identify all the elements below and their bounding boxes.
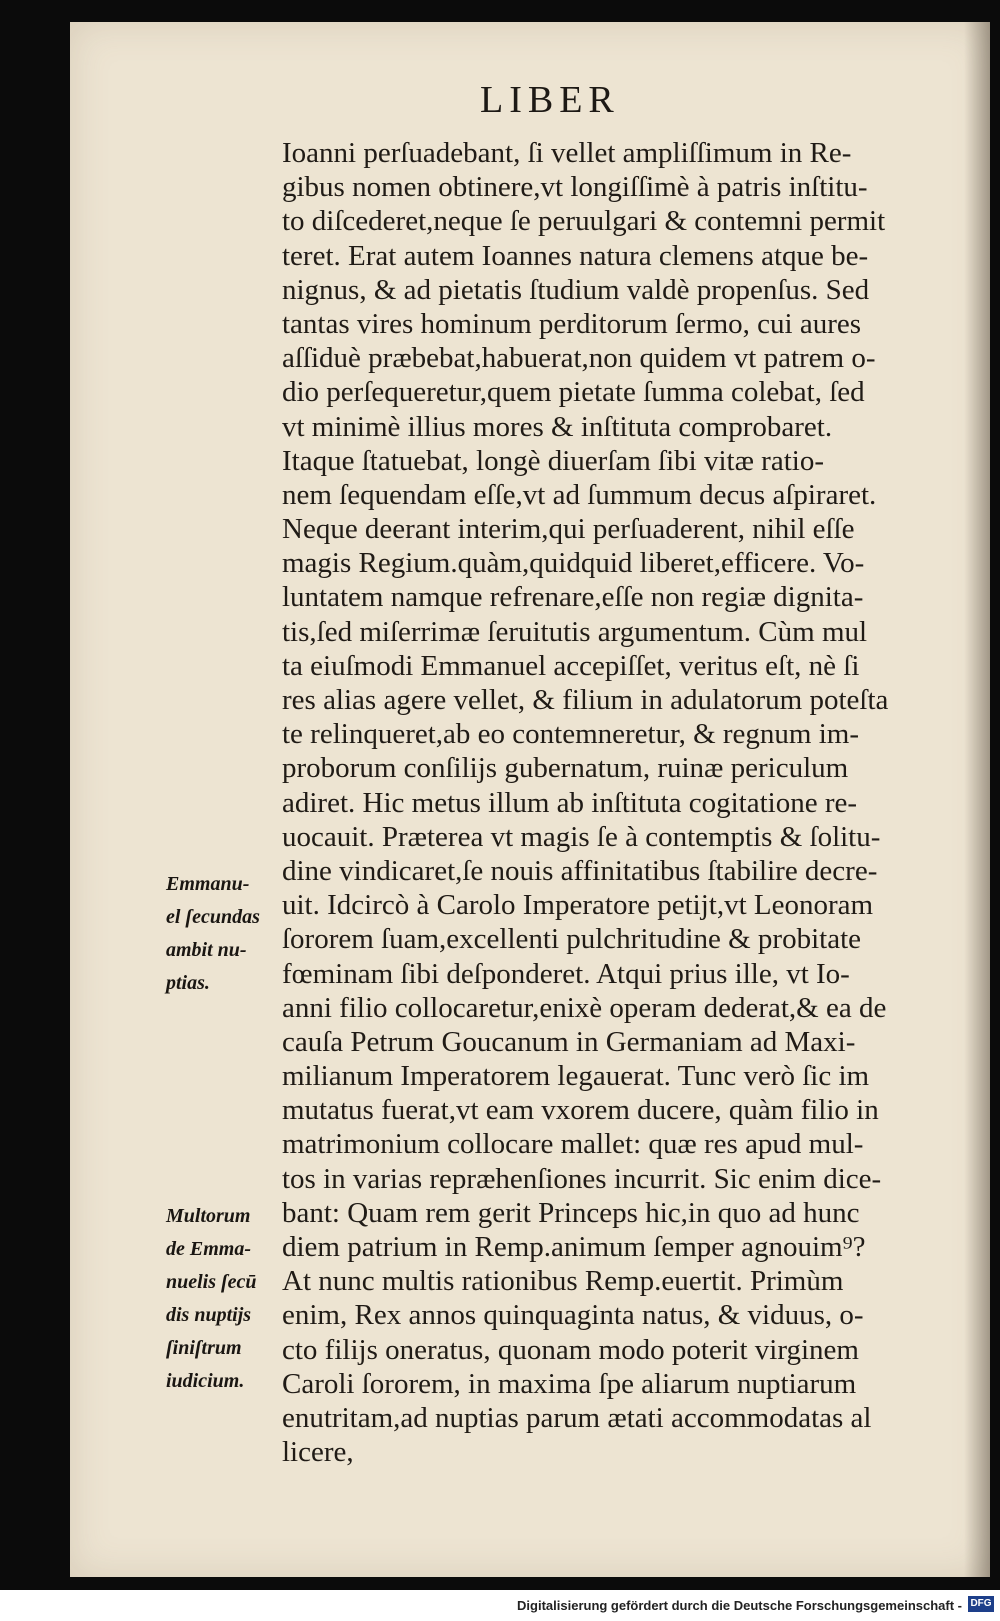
text-line: bant: Quam rem gerit Princeps hic,in quo ad hunc [282, 1196, 860, 1229]
marginal-note-line: Emmanu- [166, 873, 250, 895]
text-line: enim, Rex annos quinquaginta natus, & viduus, o- [282, 1299, 864, 1332]
running-head: LIBER [480, 79, 620, 121]
text-line: magis Regium.quàm,quidquid liberet,efficere. Vo- [282, 547, 865, 580]
marginal-note-line: iudicium. [166, 1370, 245, 1392]
marginal-note-line: Multorum [166, 1205, 251, 1227]
text-line: licere, [282, 1436, 354, 1469]
text-line: cto filijs oneratus, quonam modo poterit virginem [282, 1333, 859, 1366]
dfg-logo: DFG [968, 1596, 994, 1612]
text-line: milianum Imperatorem legauerat. Tunc verò ſic im [282, 1060, 870, 1093]
marginal-note-line: ambit nu- [166, 939, 247, 961]
text-line: te relinqueret,ab eo contemneretur, & regnum im- [282, 718, 859, 751]
text-line: tantas vires hominum perditorum ſermo, cui aures [282, 307, 862, 340]
text-line: nem ſequendam eſſe,vt ad ſummum decus aſpiraret. [282, 478, 877, 511]
marginal-note-line: dis nuptijs [166, 1304, 252, 1326]
marginal-note-line: ſiniſtrum [166, 1337, 242, 1359]
text-line: matrimonium collocare mallet: quæ res apud mul- [282, 1128, 864, 1161]
text-line: uocauit. Præterea vt magis ſe à contemptis & ſolitu- [282, 820, 881, 853]
marginal-note-line: de Emma- [166, 1238, 251, 1260]
text-line: Itaque ſtatuebat, longè diuerſam ſibi vitæ ratio- [282, 444, 824, 477]
text-line: to diſcederet,neque ſe peruulgari & contemni permit [282, 205, 886, 238]
text-line: Neque deerant interim,qui perſuaderent, nihil eſſe [282, 513, 855, 546]
text-line: dio perſequeretur,quem pietate ſumma colebat, ſed [282, 376, 865, 409]
marginal-note-line: nuelis ſecū [166, 1271, 257, 1293]
text-line: adiret. Hic metus illum ab inſtituta cogitatione re- [282, 786, 858, 819]
text-line: teret. Erat autem Ioannes natura clemens atque be- [282, 239, 869, 272]
text-line: aſſiduè præbebat,habuerat,non quidem vt patrem o- [282, 342, 876, 375]
marginal-note-judgement-of-many [166, 1200, 282, 1398]
text-line: nignus, & ad pietatis ſtudium valdè propenſus. Sed [282, 273, 870, 306]
text-line: anni filio collocaretur,enixè operam dederat,& ea de [282, 991, 887, 1024]
text-line: gibus nomen obtinere,vt longiſſimè à patris inſtitu- [282, 171, 868, 204]
text-line: ſororem ſuam,excellenti pulchritudine & probitate [282, 923, 862, 956]
text-line: At nunc multis rationibus Remp.euertit. Primùm [282, 1265, 844, 1298]
text-line: Caroli ſororem, in maxima ſpe aliarum nuptiarum [282, 1367, 857, 1400]
text-line: fœminam ſibi deſponderet. Atqui prius ille, vt Io- [282, 957, 850, 990]
digitization-credit: Digitalisierung gefördert durch die Deutsche Forschungsgemeinschaft - [517, 1598, 962, 1613]
text-line: ta eiuſmodi Emmanuel accepiſſet, veritus eſt, nè ſi [282, 649, 860, 682]
text-line: res alias agere vellet, & filium in adulatorum poteſta [282, 684, 889, 716]
text-line: tos in varias repræhenſiones incurrit. Sic enim dice- [282, 1162, 882, 1195]
text-line: luntatem namque refrenare,eſſe non regiæ dignita- [282, 581, 864, 614]
text-line: enutritam,ad nuptias parum ætati accommodatas al [282, 1401, 872, 1434]
text-line: mutatus fuerat,vt eam vxorem ducere, quàm filio in [282, 1094, 879, 1127]
marginal-note-line: el ſecundas [166, 906, 260, 928]
body-text [282, 136, 972, 1469]
text-line: dine vindicaret,ſe nouis affinitatibus ſtabilire decre- [282, 854, 878, 887]
text-line: uit. Idcircò à Carolo Imperatore petijt,vt Leonoram [282, 889, 874, 922]
text-line: proborum conſilijs gubernatum, ruinæ periculum [282, 752, 849, 785]
text-line: vt minimè illius mores & inſtituta comprobaret. [282, 410, 833, 443]
text-line: Ioanni perſuadebant, ſi vellet ampliſſimum in Re- [282, 137, 852, 169]
marginal-note-line: ptias. [166, 972, 210, 994]
text-line: tis,ſed miſerrimæ ſeruitutis argumentum. Cùm mul [282, 615, 868, 648]
marginal-note-emmanuel-second-marriage [166, 868, 282, 1000]
text-line: diem patrium in Remp.animum ſemper agnouim⁹? [282, 1231, 866, 1263]
text-line: cauſa Petrum Goucanum in Germaniam ad Maxi- [282, 1025, 856, 1058]
